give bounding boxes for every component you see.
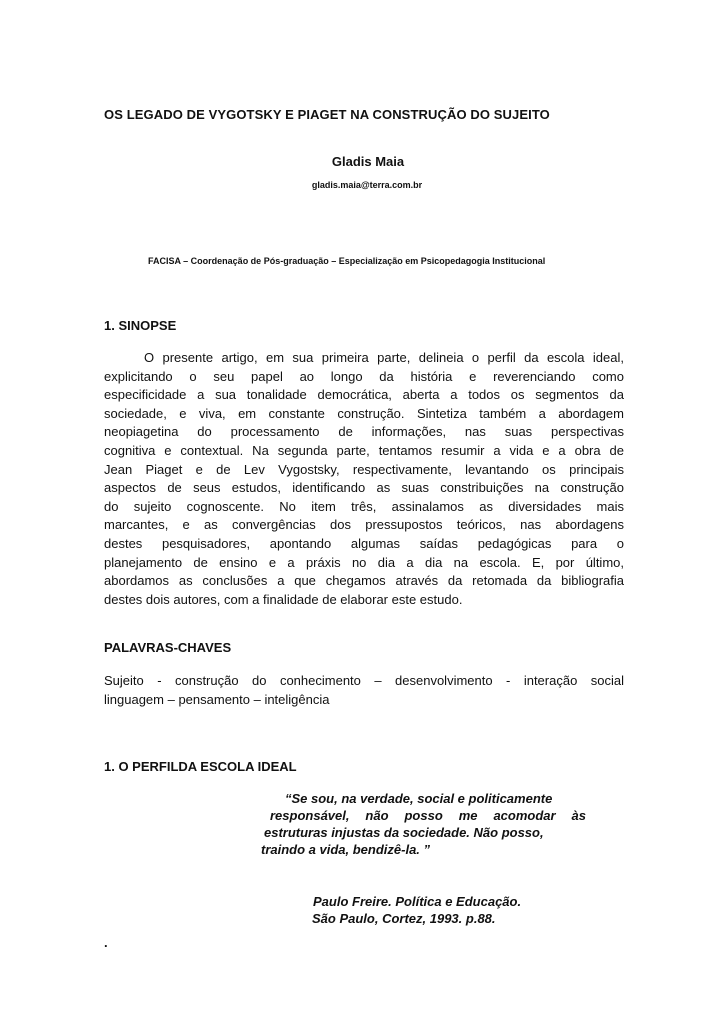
section-heading: 1. O PERFILDA ESCOLA IDEAL [104, 759, 297, 774]
paragraph-line: destes pesquisadores, apontando algumas saídas pedagógicas para o [104, 535, 624, 551]
epigraph-line: estruturas injustas da sociedade. Não posso, [264, 825, 544, 840]
keywords-list [104, 672, 624, 709]
institution-line: FACISA – Coordenação de Pós-graduação – Especialização em Psicopedagogia Institucional [148, 256, 546, 266]
citation-line: Paulo Freire. Política e Educação. [313, 894, 522, 909]
paragraph-line: sociedade, e viva, em constante construção. Sintetiza também a abordagem [104, 405, 624, 421]
sinopse-paragraph [104, 349, 624, 609]
document-title: OS LEGADO DE VYGOTSKY E PIAGET NA CONSTRUÇÃO DO SUJEITO [104, 107, 550, 122]
paragraph-line: Jean Piaget e de Lev Vygostsky, respectivamente, levantando os principais [104, 461, 624, 477]
paragraph-line: cognitiva e contextual. Na segunda parte, tentamos resumir a vida e a obra de [104, 442, 624, 458]
keywords-line: linguagem – pensamento – inteligência [104, 691, 330, 707]
citation-line: São Paulo, Cortez, 1993. p.88. [312, 911, 496, 926]
paragraph-line: abordamos as conclusões a que chegamos através da retomada da bibliografia [104, 573, 624, 589]
paragraph-line: do sujeito cognoscente. No item três, assinalamos as diversidades mais [104, 498, 624, 514]
paragraph-line: O presente artigo, em sua primeira parte, delineia o perfil da escola ideal, [144, 350, 624, 365]
paragraph-line: aspectos de seus estudos, identificando as suas constribuições na construção [104, 480, 624, 496]
epigraph-line: responsável, não posso me acomodar às [270, 808, 586, 823]
paragraph-line: neopiagetina do processamento de informações, nas suas perspectivas [104, 424, 624, 440]
epigraph-line: “Se sou, na verdade, social e politicamente [285, 791, 553, 806]
paragraph-line: marcantes, e as convergências dos pressupostos teóricos, nas abordagens [104, 517, 624, 533]
author-email: gladis.maia@terra.com.br [311, 180, 423, 190]
author-name: Gladis Maia [331, 154, 405, 169]
keywords-heading: PALAVRAS-CHAVES [104, 640, 232, 655]
paragraph-line: explicitando o seu papel ao longo da história e reverenciando como [104, 368, 624, 384]
sinopse-heading: 1. SINOPSE [104, 318, 177, 333]
epigraph-line: traindo a vida, bendizê-la. ” [261, 842, 431, 857]
paragraph-line: planejamento de ensino e a práxis no dia a dia na escola. E, por último, [104, 554, 624, 570]
paragraph-line: destes dois autores, com a finalidade de elaborar este estudo. [104, 591, 463, 607]
trailing-mark: . [104, 935, 108, 950]
paragraph-line: especificidade a sua tonalidade democrática, aberta a todos os segmentos da [104, 387, 624, 403]
keywords-line: Sujeito - construção do conhecimento – desenvolvimento - interação social [104, 673, 624, 688]
